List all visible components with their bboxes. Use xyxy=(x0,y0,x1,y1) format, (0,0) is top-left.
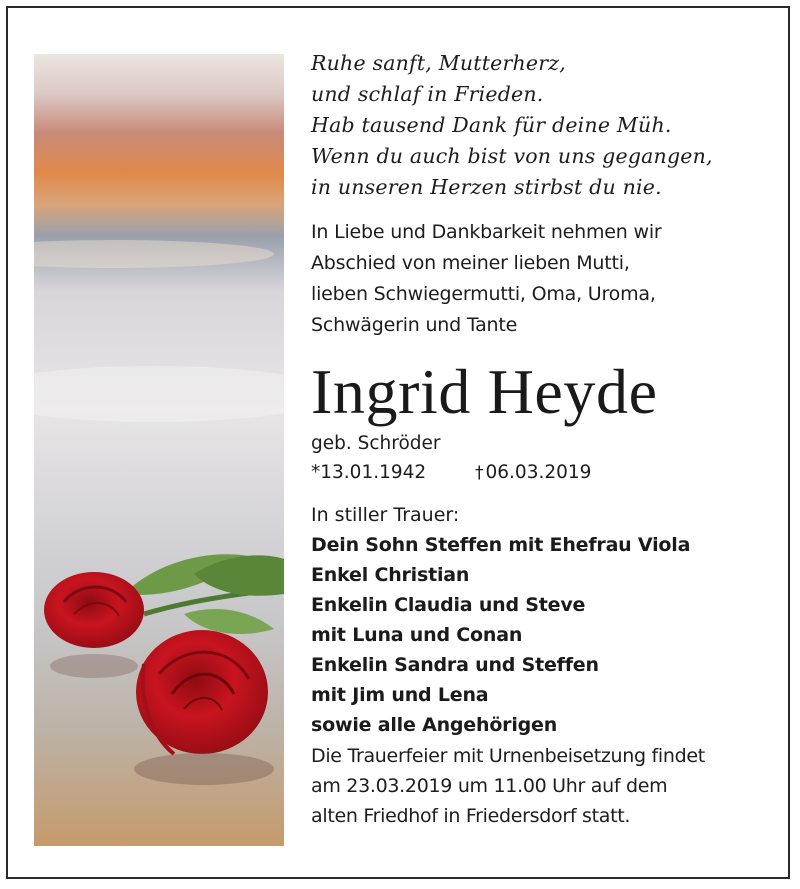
mourner-line: Dein Sohn Steffen mit Ehefrau Viola xyxy=(311,534,691,556)
death-date: 06.03.2019 xyxy=(485,462,592,483)
poem-line: Wenn du auch bist von uns gegangen, xyxy=(311,144,713,168)
birth xyxy=(311,458,475,488)
mourners-label: In stiller Trauer: xyxy=(311,504,460,526)
cross-icon: † xyxy=(475,463,484,483)
intro-line: In Liebe und Dankbarkeit nehmen wir xyxy=(311,221,662,243)
birth-star-icon: * xyxy=(311,462,321,483)
intro-text xyxy=(311,217,781,341)
poem-line: und schlaf in Frieden. xyxy=(311,82,544,106)
mourner-line: mit Luna und Conan xyxy=(311,624,523,646)
life-details xyxy=(311,429,781,488)
poem-line: in unseren Herzen stirbst du nie. xyxy=(311,175,662,199)
mourner-line: mit Jim und Lena xyxy=(311,684,489,706)
intro-line: Abschied von meiner lieben Mutti, xyxy=(311,252,630,274)
rose-photo-image xyxy=(34,54,284,846)
mourner-line: Enkel Christian xyxy=(311,564,470,586)
death xyxy=(475,458,591,488)
poem-line: Hab tausend Dank für deine Müh. xyxy=(311,113,672,137)
ceremony-line: am 23.03.2019 um 11.00 Uhr auf dem xyxy=(311,775,668,797)
poem xyxy=(311,48,781,203)
intro-line: Schwägerin und Tante xyxy=(311,314,518,336)
maiden-name: geb. Schröder xyxy=(311,433,441,454)
mourner-line: Enkelin Claudia und Steve xyxy=(311,594,586,616)
mourners xyxy=(311,500,781,740)
rose-photo xyxy=(34,54,284,846)
intro-line: lieben Schwiegermutti, Oma, Uroma, xyxy=(311,283,656,305)
ceremony-line: Die Trauerfeier mit Urnenbeisetzung findet xyxy=(311,745,705,767)
birth-date: 13.01.1942 xyxy=(320,462,427,483)
ceremony-line: alten Friedhof in Friedersdorf statt. xyxy=(311,805,631,827)
ceremony-info xyxy=(311,741,781,831)
mourner-line: sowie alle Angehörigen xyxy=(311,714,558,736)
life-dates xyxy=(311,458,781,488)
poem-line: Ruhe sanft, Mutterherz, xyxy=(311,51,566,75)
obituary-notice xyxy=(6,6,790,879)
text-column xyxy=(311,48,781,831)
deceased-name: Ingrid Heyde xyxy=(311,356,658,427)
mourner-line: Enkelin Sandra und Steffen xyxy=(311,654,599,676)
